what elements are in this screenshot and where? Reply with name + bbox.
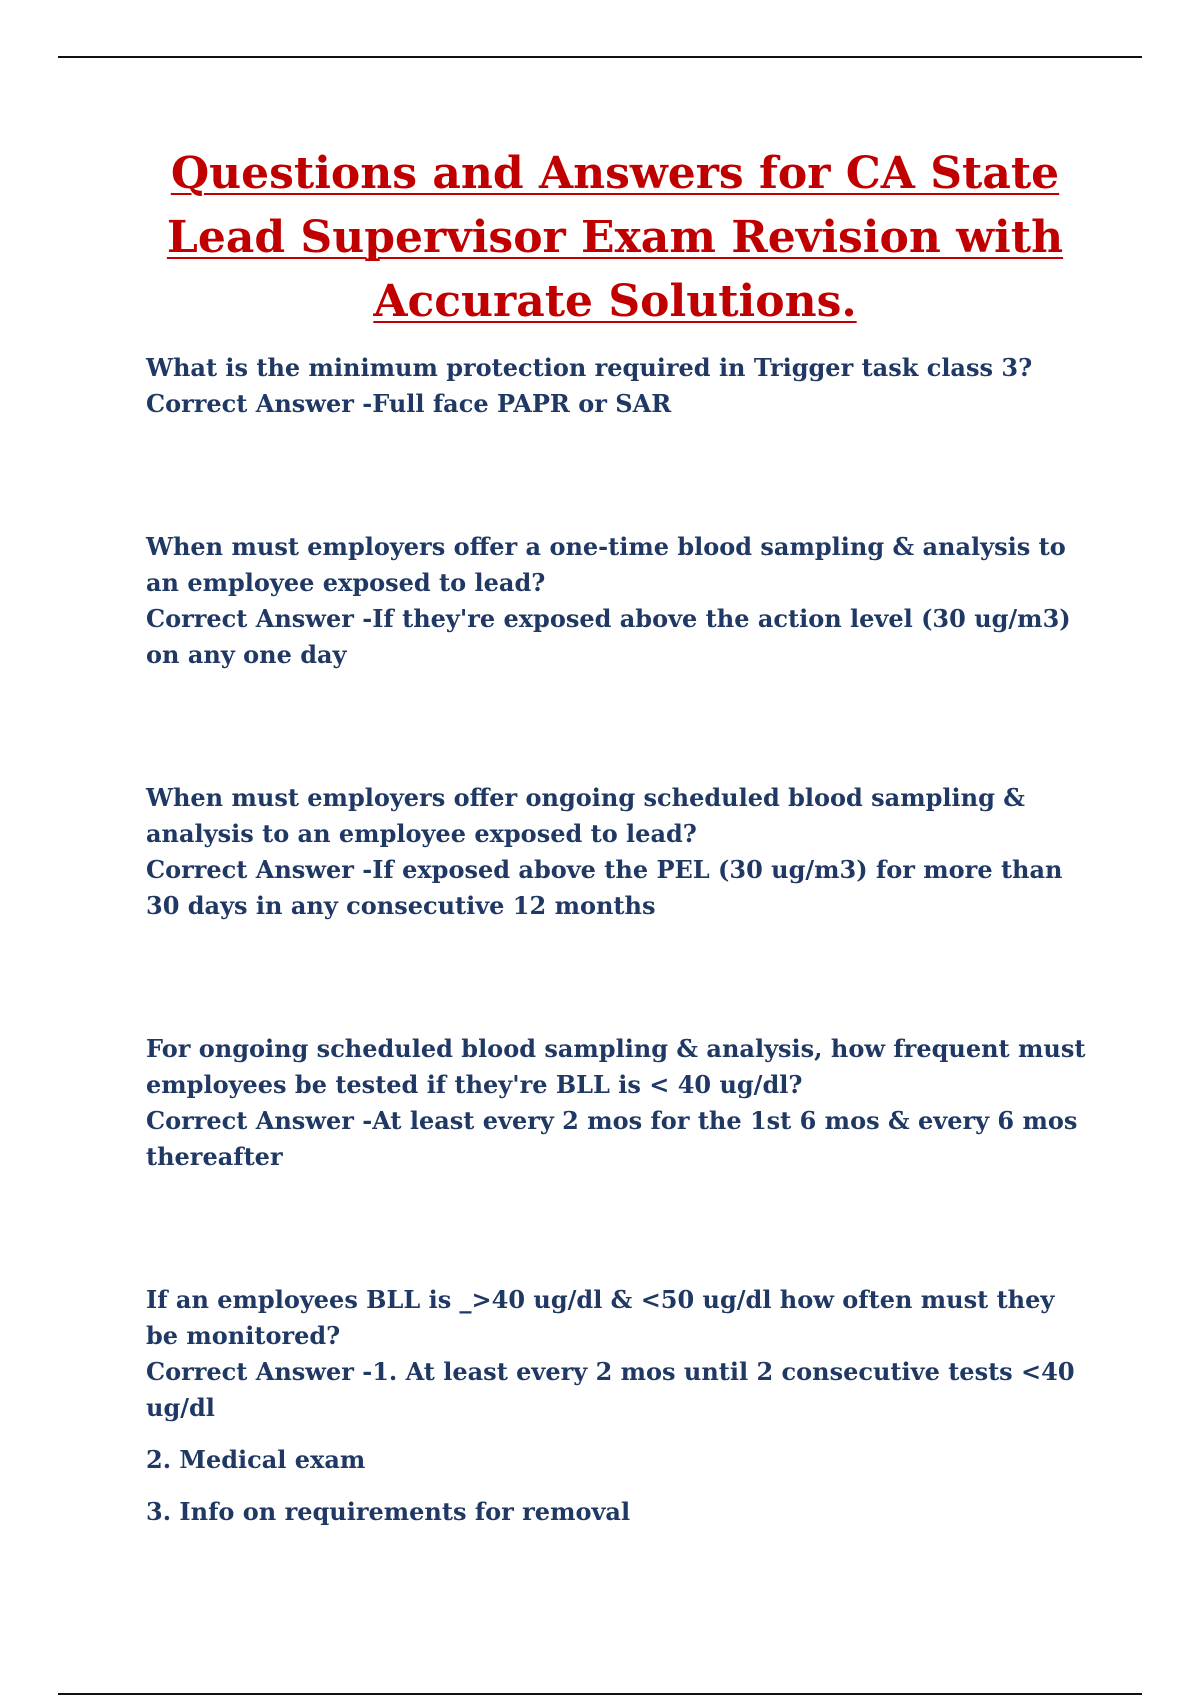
question-text: For ongoing scheduled blood sampling & analysis, how frequent must employees be tested if they're BLL is < 40 ug/dl? [146, 1034, 1086, 1099]
qa-item [146, 350, 1086, 422]
question-text: When must employers offer a one-time blood sampling & analysis to an employee exposed to lead? [146, 532, 1066, 597]
question-text: When must employers offer ongoing scheduled blood sampling & analysis to an employee exposed to lead? [146, 783, 1025, 848]
top-rule [58, 56, 1142, 58]
qa-content [146, 350, 1086, 1530]
answer-text: Correct Answer -If exposed above the PEL (30 ug/m3) for more than 30 days in any consecutive 12 months [146, 855, 1063, 920]
qa-item [146, 780, 1086, 924]
qa-item [146, 1031, 1086, 1175]
answer-list-item: 3. Info on requirements for removal [146, 1497, 631, 1526]
question-text: If an employees BLL is _>40 ug/dl & <50 ug/dl how often must they be monitored? [146, 1285, 1055, 1350]
answer-text: Correct Answer -1. At least every 2 mos until 2 consecutive tests <40 ug/dl [146, 1357, 1075, 1422]
answer-text: Correct Answer -Full face PAPR or SAR [146, 389, 672, 418]
answer-text: Correct Answer -If they're exposed above the action level (30 ug/m3) on any one day [146, 604, 1071, 669]
answer-list-item: 2. Medical exam [146, 1445, 366, 1474]
answer-text: Correct Answer -At least every 2 mos for the 1st 6 mos & every 6 mos thereafter [146, 1106, 1078, 1171]
bottom-rule [58, 1693, 1142, 1695]
document-title: Questions and Answers for CA State Lead Supervisor Exam Revision with Accurate Solutions. [166, 148, 1064, 327]
qa-item [146, 1282, 1086, 1530]
question-text: What is the minimum protection required in Trigger task class 3? [146, 353, 1033, 382]
qa-item [146, 529, 1086, 673]
